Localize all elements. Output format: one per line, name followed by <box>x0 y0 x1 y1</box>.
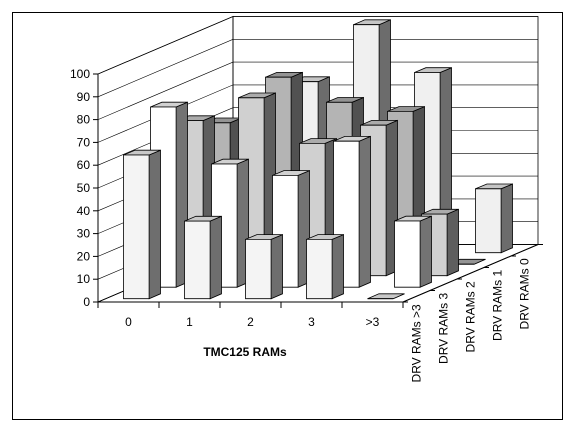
bar-front <box>185 221 211 299</box>
series-label: DRV RAMs 1 <box>490 269 505 341</box>
series-label: DRV RAMs 3 <box>436 292 451 364</box>
bar-side <box>420 216 431 287</box>
gridline <box>98 17 538 75</box>
y-tick-label: 40 <box>76 203 90 218</box>
y-tick-label: 30 <box>76 226 90 241</box>
bar-front <box>124 155 150 299</box>
bar-front <box>307 239 333 298</box>
series-label: DRV RAMs 0 <box>517 258 532 330</box>
y-tick-label: 10 <box>76 272 90 287</box>
y-tick-label: 0 <box>83 295 90 309</box>
bar-top <box>368 294 405 299</box>
bar-side <box>149 150 160 299</box>
x-tick-label: 1 <box>186 315 193 329</box>
y-tick-label: 100 <box>69 67 90 81</box>
bar-side <box>359 136 370 287</box>
bar-side <box>447 209 458 275</box>
bar <box>307 235 344 299</box>
x-axis-title: TMC125 RAMs <box>203 345 287 359</box>
bar-front <box>476 189 502 253</box>
x-tick-label: 0 <box>125 315 132 329</box>
bar-front <box>246 239 272 298</box>
chart-frame <box>12 12 563 420</box>
x-tick-label: 3 <box>308 315 315 329</box>
bar <box>185 216 222 298</box>
bar-side <box>501 184 512 253</box>
bar <box>368 294 405 299</box>
y-tick-label: 50 <box>76 181 90 195</box>
series-label: DRV RAMs >3 <box>409 304 424 383</box>
bar <box>124 150 161 299</box>
x-tick-label: >3 <box>365 315 380 329</box>
bar-side <box>271 235 282 299</box>
x-tick-label: 2 <box>247 315 254 329</box>
series-label: DRV RAMs 2 <box>463 281 478 353</box>
y-tick-label: 80 <box>76 112 90 127</box>
y-tick-label: 70 <box>76 135 90 150</box>
bar <box>476 184 513 253</box>
bar-side <box>210 216 221 298</box>
bar-side <box>332 235 343 299</box>
chart-3d-bar <box>13 13 564 421</box>
y-tick-label: 20 <box>76 249 90 264</box>
chart-bars <box>124 20 513 299</box>
bar-front <box>395 221 421 287</box>
bar <box>246 235 283 299</box>
bar <box>395 216 432 287</box>
y-tick-label: 60 <box>76 158 90 173</box>
y-tick-label: 90 <box>76 89 90 104</box>
